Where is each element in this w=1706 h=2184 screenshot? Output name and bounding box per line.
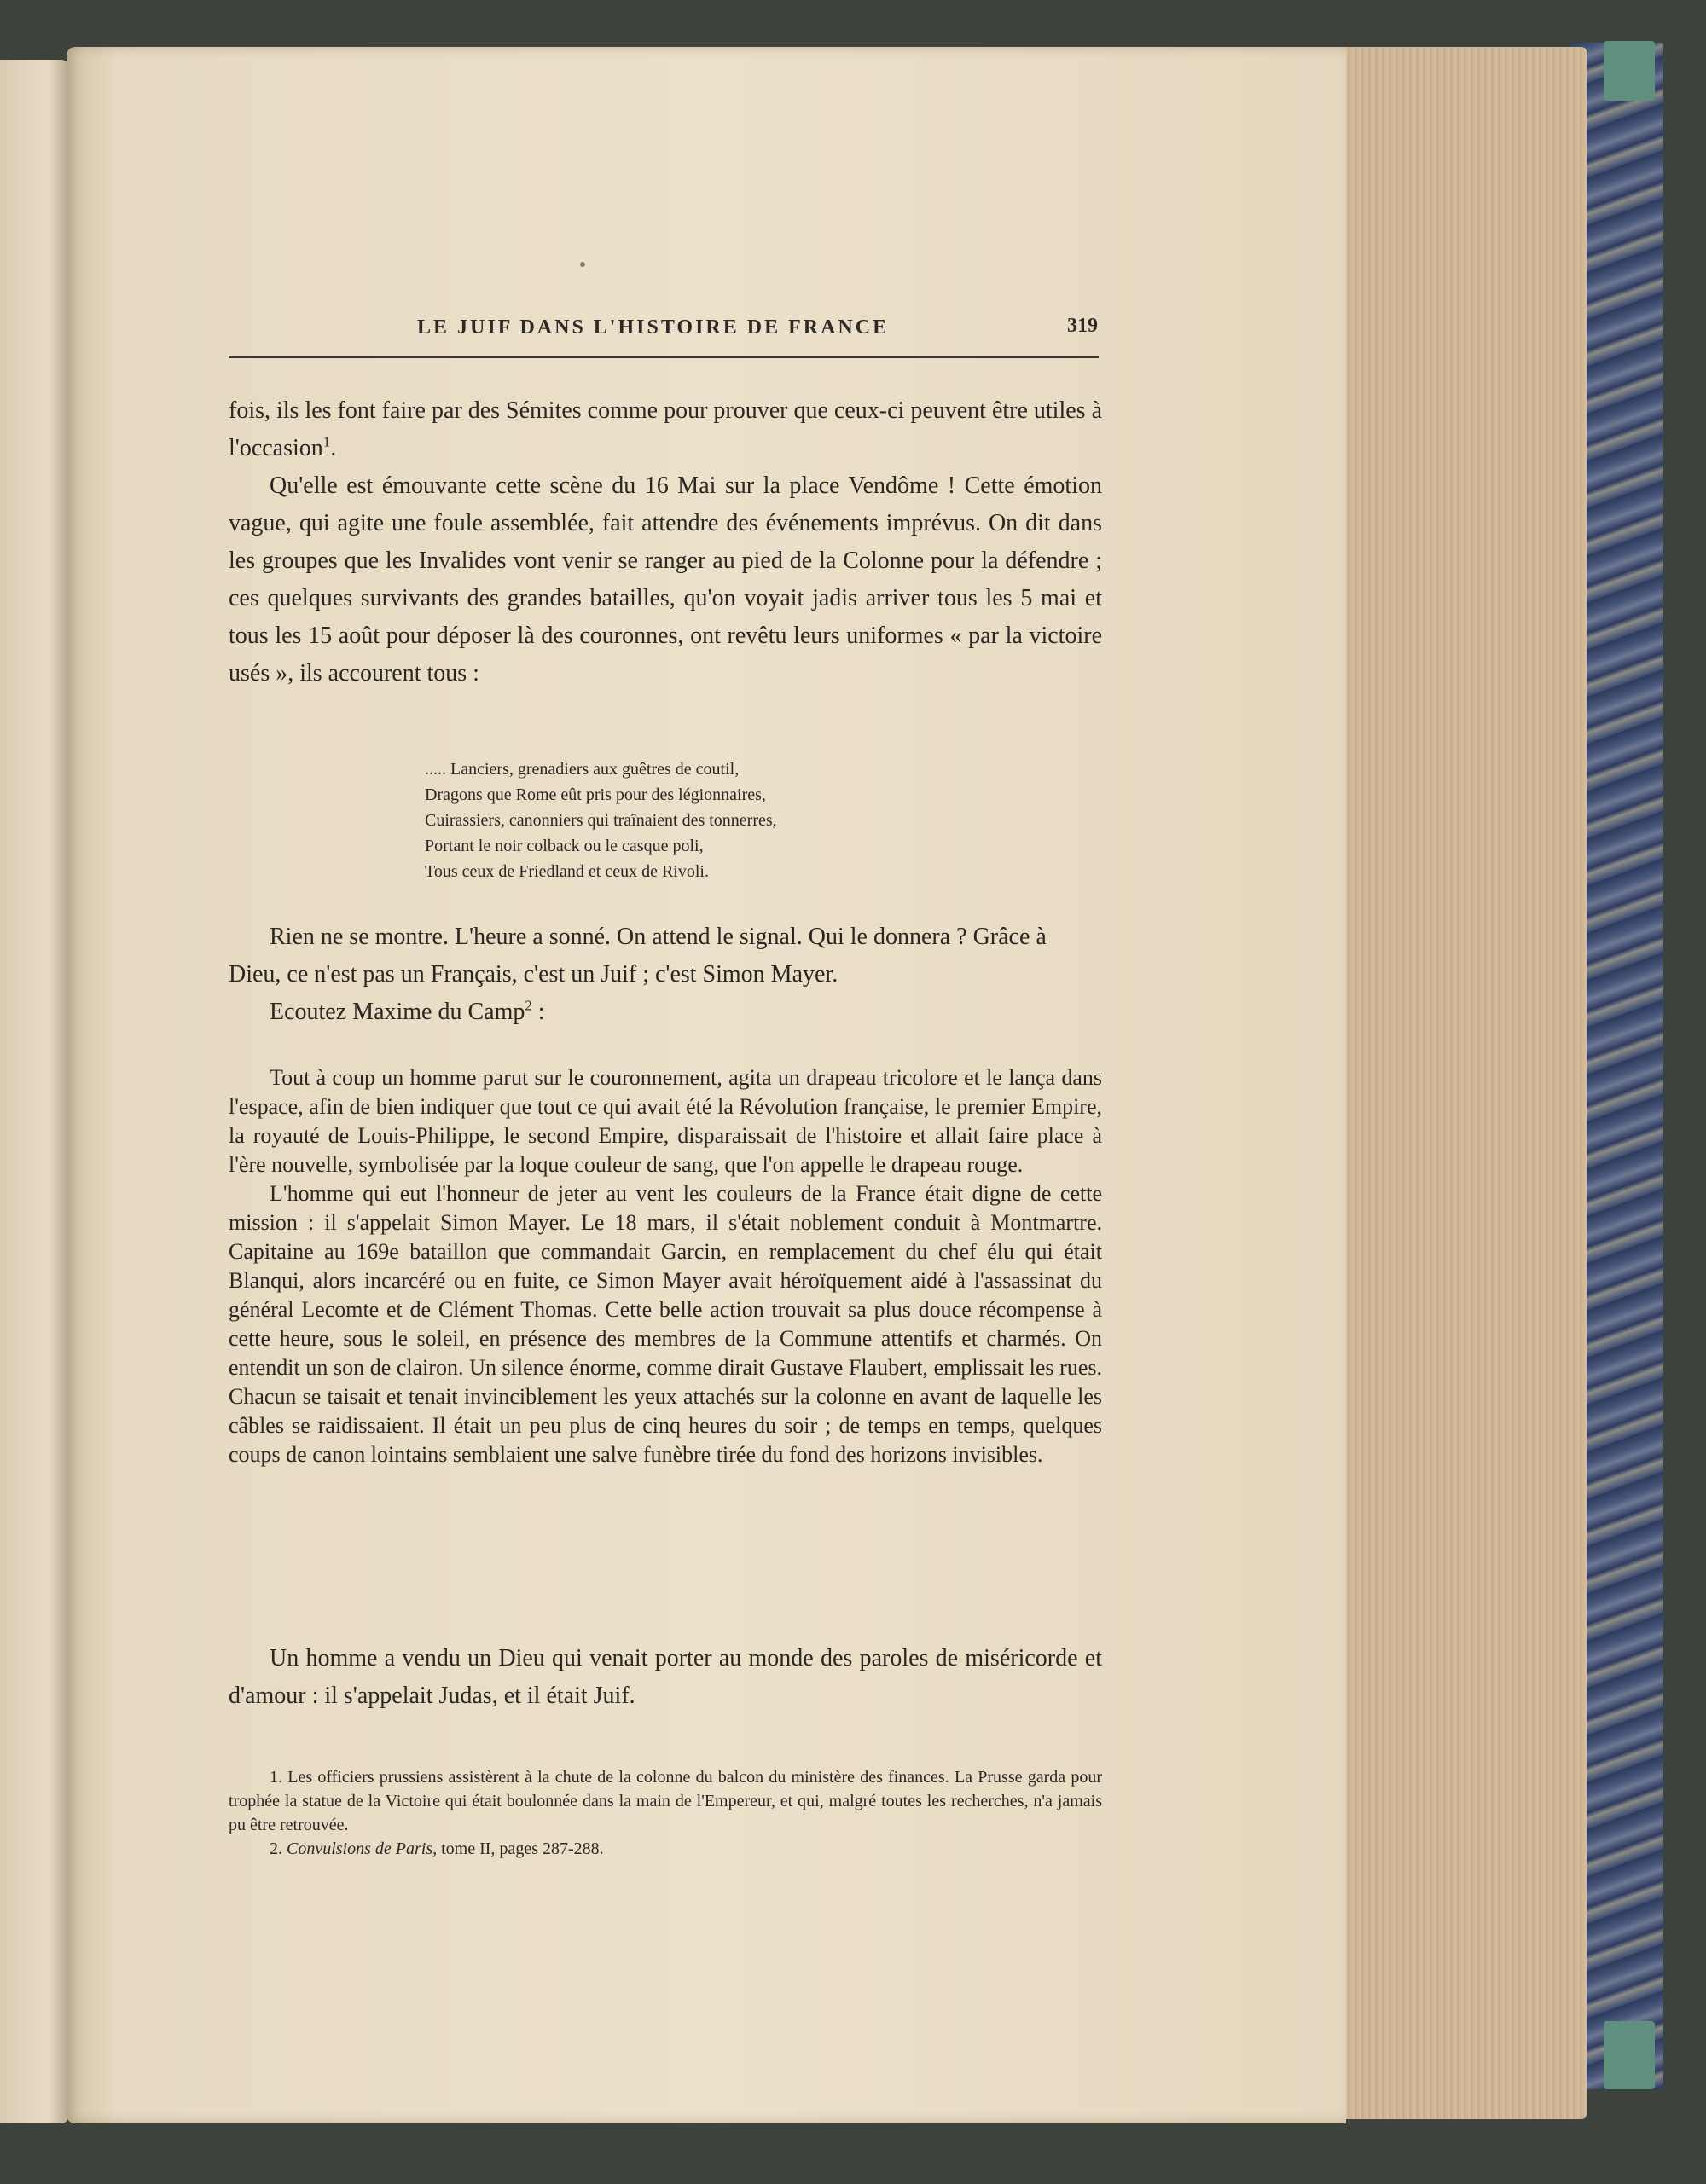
footnotes bbox=[229, 1765, 1102, 1861]
verse-line: Portant le noir colback ou le casque poli, bbox=[425, 837, 704, 855]
footnote-1: 1. Les officiers prussiens assistèrent à la chute de la colonne du balcon du ministère des finances. La Prusse garda pour trophée la statue de la Victoire qui était boulonnée dans la main de l'Empereur, et qui, malgré toutes les recherches, n'a jamais pu être retrouvée. bbox=[229, 1768, 1102, 1834]
paragraph: Qu'elle est émouvante cette scène du 16 Mai sur la place Vendôme ! Cette émotion vague, qui agite une foule assemblée, fait attendre des événements imprévus. On dit dans les groupes que les Invalides vont venir se ranger au pied de la Colonne pour la défendre ; ces quelques survivants des grandes batailles, qu'on voyait jadis arriver tous les 5 mai et tous les 15 août pour déposer là des couronnes, ont revêtu leurs uniformes « par la victoire usés », ils accourent tous : bbox=[229, 472, 1102, 686]
quote-paragraph: L'homme qui eut l'honneur de jeter au vent les couleurs de la France était digne de cette mission : il s'appelait Simon Mayer. Le 18 mars, il s'était noblement conduit à Montmartre. Capitaine au 169e bataillon que commandait Garcin, en remplacement du chef élu qui était Blanqui, alors incarcéré ou en fuite, ce Simon Mayer avait héroïquement aidé à l'assassinat du général Lecomte et de Clément Thomas. Cette belle action trouvait sa plus douce récompense à cette heure, sous le soleil, en présence des membres de la Commune attentifs et charmés. On entendit un son de clairon. Un silence énorme, comme dirait Gustave Flaubert, emplissait les rues. Chacun se taisait et tenait invinciblement les yeux attachés sur la colonne en avant de laquelle les câbles se raidissaient. Il était un peu plus de cinq heures du soir ; de temps en temps, quelques coups de canon lointains semblaient une salve funèbre tirée du fond des horizons invisibles. bbox=[229, 1181, 1102, 1467]
body-text-middle bbox=[229, 918, 1102, 1031]
footnote-ref: 2 bbox=[525, 997, 532, 1014]
footnote-ref: 1 bbox=[322, 433, 331, 450]
paragraph: fois, ils les font faire par des Sémites comme pour prouver que ceux-ci peuvent être utiles à l'occasion$^1$. bbox=[229, 397, 1102, 461]
running-head bbox=[229, 311, 1099, 358]
cover-corner-bottom bbox=[1604, 2021, 1655, 2089]
verse-line: Tous ceux de Friedland et ceux de Rivoli. bbox=[425, 862, 709, 881]
verse-line: ..... Lanciers, grenadiers aux guêtres de coutil, bbox=[425, 760, 740, 779]
verse-quote bbox=[425, 756, 971, 884]
body-text-closing bbox=[229, 1640, 1102, 1715]
verse-line: Cuirassiers, canonniers qui traînaient des tonnerres, bbox=[425, 811, 777, 830]
paragraph bbox=[229, 994, 1102, 1031]
body-text-top bbox=[229, 392, 1102, 692]
footnote-number: 2. bbox=[270, 1839, 287, 1858]
paragraph-tail: : bbox=[531, 999, 545, 1025]
paragraph: Rien ne se montre. L'heure a sonné. On attend le signal. Qui le donnera ? Grâce à Dieu, ce n'est pas un Français, c'est un Juif ; c'est Simon Mayer. bbox=[229, 924, 1047, 988]
block-quotation bbox=[229, 1063, 1102, 1469]
page-block-edges bbox=[1331, 47, 1587, 2119]
paragraph-text: fois, ils les font faire par des Sémites comme pour prouver que ceux-ci peuvent être utiles à l'occasion bbox=[229, 397, 1102, 461]
book-page bbox=[67, 47, 1346, 2123]
cover-corner-top bbox=[1604, 41, 1655, 101]
footnote-text: tome II, pages 287-288. bbox=[437, 1839, 604, 1858]
paragraph: Un homme a vendu un Dieu qui venait porter au monde des paroles de miséricorde et d'amour : il s'appelait Judas, et il était Juif. bbox=[229, 1645, 1102, 1709]
ink-speck bbox=[580, 262, 585, 267]
left-page-edge bbox=[0, 60, 68, 2123]
running-head-title: LE JUIF DANS L'HISTOIRE DE FRANCE bbox=[417, 316, 890, 339]
verse-line: Dragons que Rome eût pris pour des légionnaires, bbox=[425, 785, 766, 804]
page-number: 319 bbox=[1067, 315, 1098, 337]
quote-paragraph: Tout à coup un homme parut sur le couronnement, agita un drapeau tricolore et le lança dans l'espace, afin de bien indiquer que tout ce qui avait été la Révolution française, le premier Empire, la royauté de Louis-Philippe, le second Empire, disparaissait de l'histoire et allait faire place à l'ère nouvelle, symbolisée par la loque couleur de sang, que l'on appelle le drapeau rouge. bbox=[229, 1065, 1102, 1177]
footnote-2 bbox=[229, 1837, 1102, 1861]
footnote-title: Convulsions de Paris, bbox=[287, 1839, 438, 1858]
paragraph-text: Ecoutez Maxime du Camp bbox=[270, 999, 525, 1025]
